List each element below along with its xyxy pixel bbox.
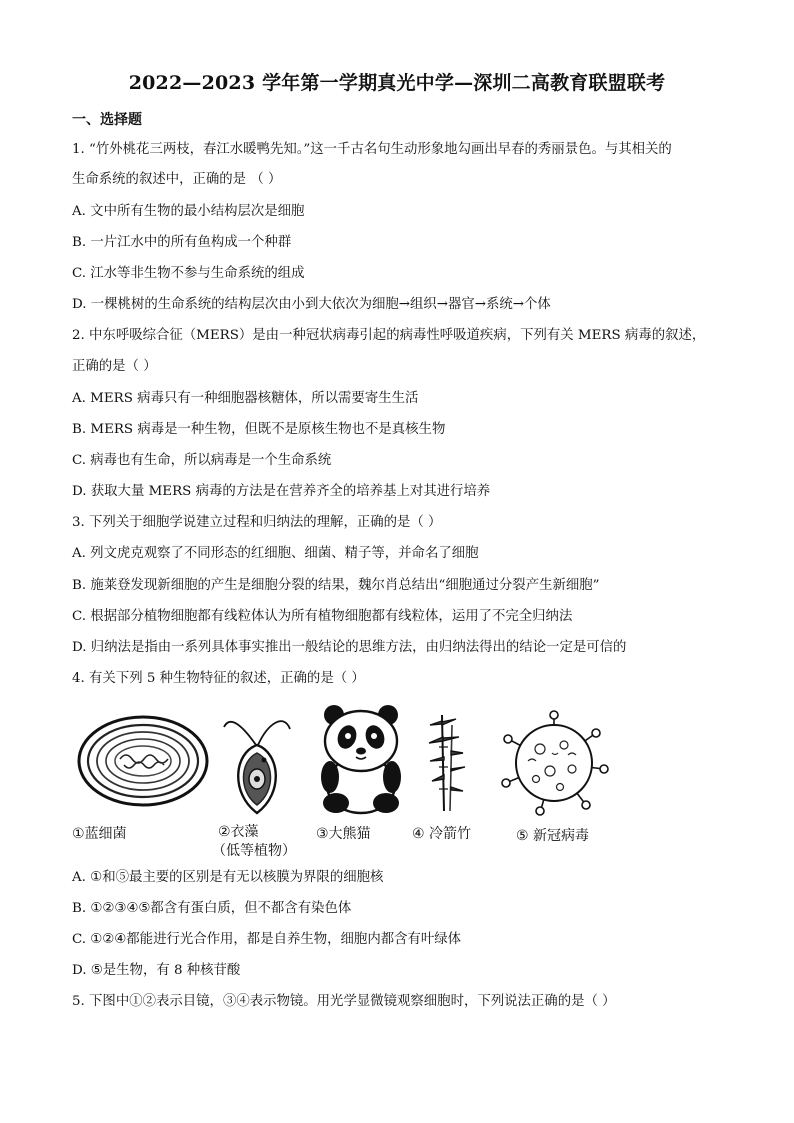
q4-option-b: B. ①②③④⑤都含有蛋白质，但不都含有染色体 (72, 901, 352, 916)
q1-option-d: D. 一棵桃树的生命系统的结构层次由小到大依次为细胞→组织→器官→系统→个体 (72, 297, 551, 312)
cyanobacteria-illustration (76, 713, 210, 809)
q1-option-a: A. 文中所有生物的最小结构层次是细胞 (72, 204, 305, 219)
caption-coronavirus: ⑤ 新冠病毒 (516, 828, 590, 844)
q2-stem-line2: 正确的是（ ） (72, 359, 157, 374)
caption-chlamydomonas: ②衣藻 (218, 824, 259, 840)
caption-giant-panda: ③大熊猫 (316, 826, 371, 842)
q2-option-c: C. 病毒也有生命，所以病毒是一个生命系统 (72, 453, 332, 468)
q3-option-d: D. 归纳法是指由一系列具体事实推出一般结论的思维方法，由归纳法得出的结论一定是可信的 (72, 640, 627, 655)
q1-option-c: C. 江水等非生物不参与生命系统的组成 (72, 266, 305, 281)
q3-option-c: C. 根据部分植物细胞都有线粒体认为所有植物细胞都有线粒体，运用了不完全归纳法 (72, 609, 573, 624)
giant-panda-illustration (316, 705, 406, 815)
organism-figure (72, 705, 732, 865)
q2-stem-line1: 2. 中东呼吸综合征（MERS）是由一种冠状病毒引起的病毒性呼吸道疾病，下列有关 MERS 病毒的叙述， (72, 328, 706, 343)
chlamydomonas-illustration (222, 705, 292, 817)
section-heading: 一、选择题 (72, 112, 142, 128)
q1-stem-line2: 生命系统的叙述中，正确的是 （ ） (72, 172, 282, 187)
caption-arrow-bamboo: ④ 冷箭竹 (412, 826, 472, 842)
q3-stem: 3. 下列关于细胞学说建立过程和归纳法的理解，正确的是（ ） (72, 515, 442, 530)
q4-option-a: A. ①和⑤最主要的区别是有无以核膜为界限的细胞核 (72, 870, 384, 885)
q5-stem: 5. 下图中①②表示目镜，③④表示物镜。用光学显微镜观察细胞时，下列说法正确的是（ ） (72, 994, 616, 1009)
q2-option-a: A. MERS 病毒只有一种细胞器核糖体，所以需要寄生生活 (72, 391, 419, 406)
q3-option-b: B. 施莱登发现新细胞的产生是细胞分裂的结果，魏尔肖总结出“细胞通过分裂产生新细胞” (72, 578, 600, 593)
q2-option-d: D. 获取大量 MERS 病毒的方法是在营养齐全的培养基上对其进行培养 (72, 484, 491, 499)
coronavirus-illustration (498, 709, 610, 817)
page-title: 2022—2023 学年第一学期真光中学—深圳二高教育联盟联考 (128, 72, 666, 94)
caption-lower-plant: （低等植物） (212, 843, 296, 859)
arrow-bamboo-illustration (424, 711, 468, 813)
caption-cyanobacteria: ①蓝细菌 (72, 826, 127, 842)
q1-stem-line1: 1. “竹外桃花三两枝，春江水暖鸭先知。”这一千古名句生动形象地勾画出早春的秀丽景色。与其相关的 (72, 142, 672, 157)
q3-option-a: A. 列文虎克观察了不同形态的红细胞、细菌、精子等，并命名了细胞 (72, 546, 479, 561)
q4-option-d: D. ⑤是生物，有 8 种核苷酸 (72, 963, 241, 978)
q4-option-c: C. ①②④都能进行光合作用，都是自养生物，细胞内都含有叶绿体 (72, 932, 462, 947)
q2-option-b: B. MERS 病毒是一种生物，但既不是原核生物也不是真核生物 (72, 422, 446, 437)
q1-option-b: B. 一片江水中的所有鱼构成一个种群 (72, 235, 292, 250)
q4-stem: 4. 有关下列 5 种生物特征的叙述，正确的是（ ） (72, 671, 365, 686)
